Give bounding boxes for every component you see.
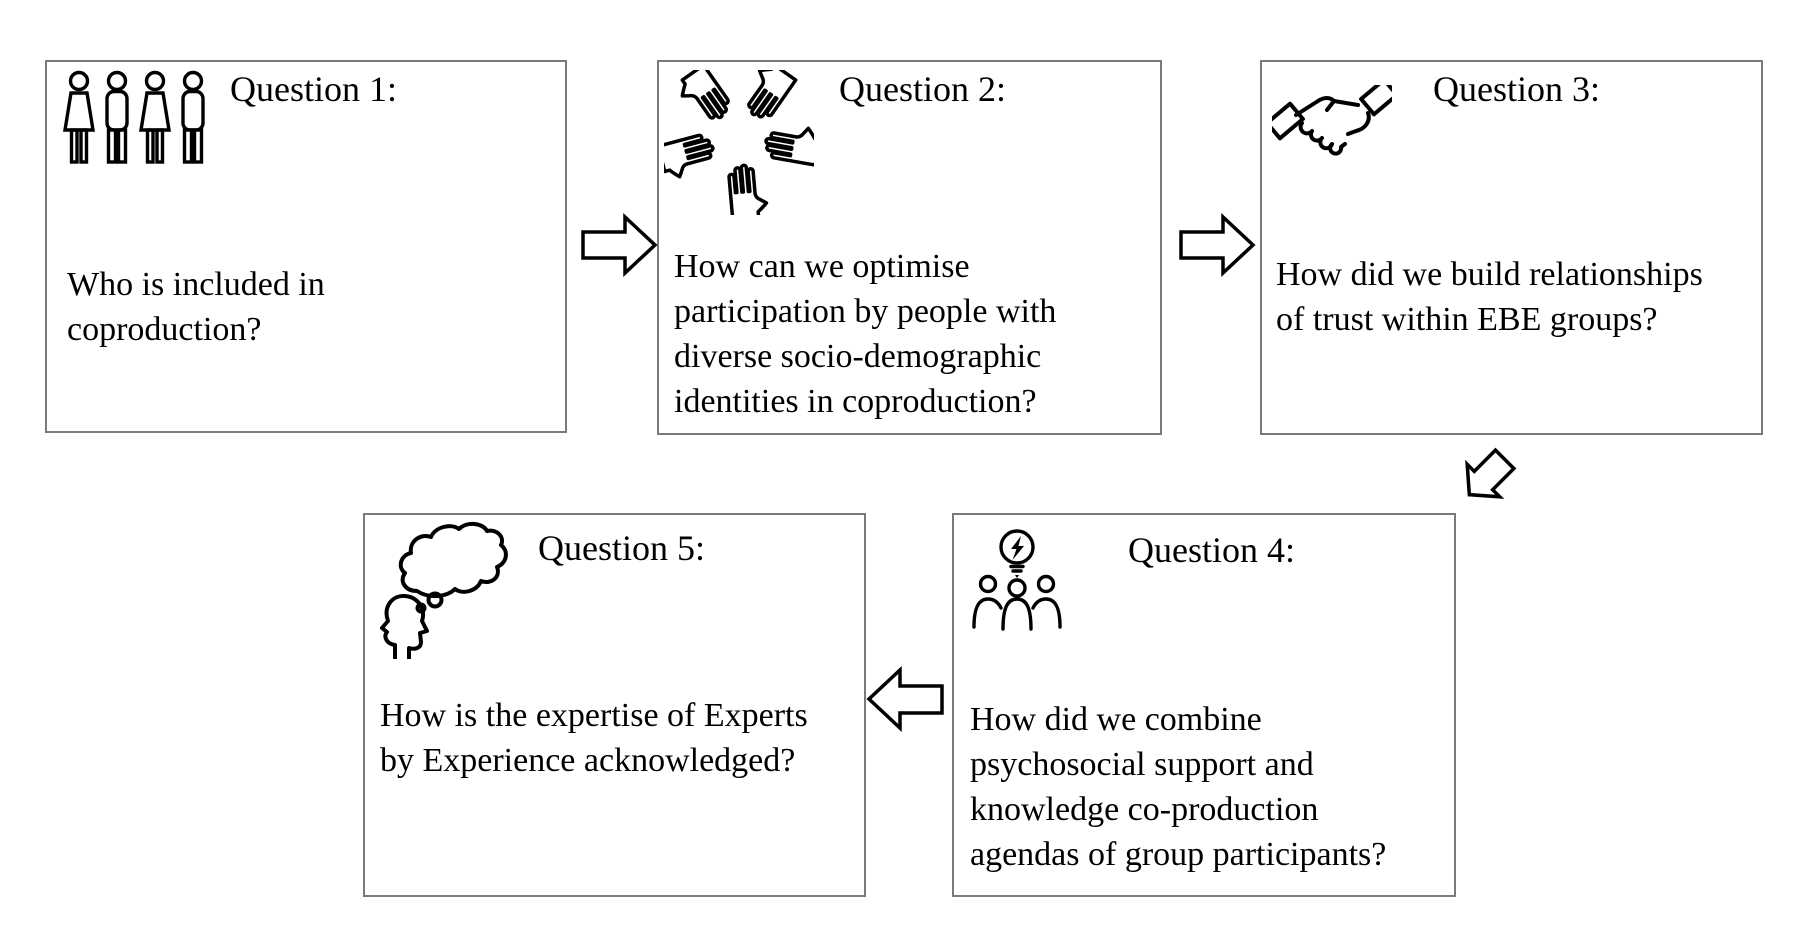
handshake-icon — [1272, 85, 1392, 165]
hands-together-icon — [664, 70, 814, 215]
question-4-box — [952, 513, 1456, 897]
group-idea-lightbulb-icon — [968, 529, 1066, 631]
question-1-title: Question 1: — [230, 69, 397, 109]
question-3-box — [1260, 60, 1763, 435]
arrow-q2-to-q3-icon — [1178, 213, 1256, 277]
question-2-title: Question 2: — [839, 69, 1006, 109]
question-4-text: How did we combine psychosocial support and knowledge co-production agendas of group participants? — [970, 701, 1387, 873]
arrow-q4-to-q5-icon — [865, 666, 945, 732]
question-4-title: Question 4: — [1128, 530, 1295, 570]
question-2-box — [657, 60, 1162, 435]
arrow-q1-to-q2-icon — [580, 213, 658, 277]
question-5-text: How is the expertise of Experts by Experience acknowledged? — [380, 697, 808, 779]
arrow-q3-to-q4-icon — [1450, 440, 1524, 514]
question-2-text: How can we optimise participation by people with diverse socio-demographic identities in coproduction? — [674, 248, 1057, 420]
thought-bubble-head-icon — [377, 519, 509, 661]
question-1-text: Who is included in coproduction? — [67, 266, 325, 348]
question-3-text: How did we build relationships of trust within EBE groups? — [1276, 256, 1703, 338]
question-3-title: Question 3: — [1433, 69, 1600, 109]
question-1-box — [45, 60, 567, 433]
question-5-title: Question 5: — [538, 528, 705, 568]
people-group-icon — [59, 70, 209, 170]
question-5-box — [363, 513, 866, 897]
